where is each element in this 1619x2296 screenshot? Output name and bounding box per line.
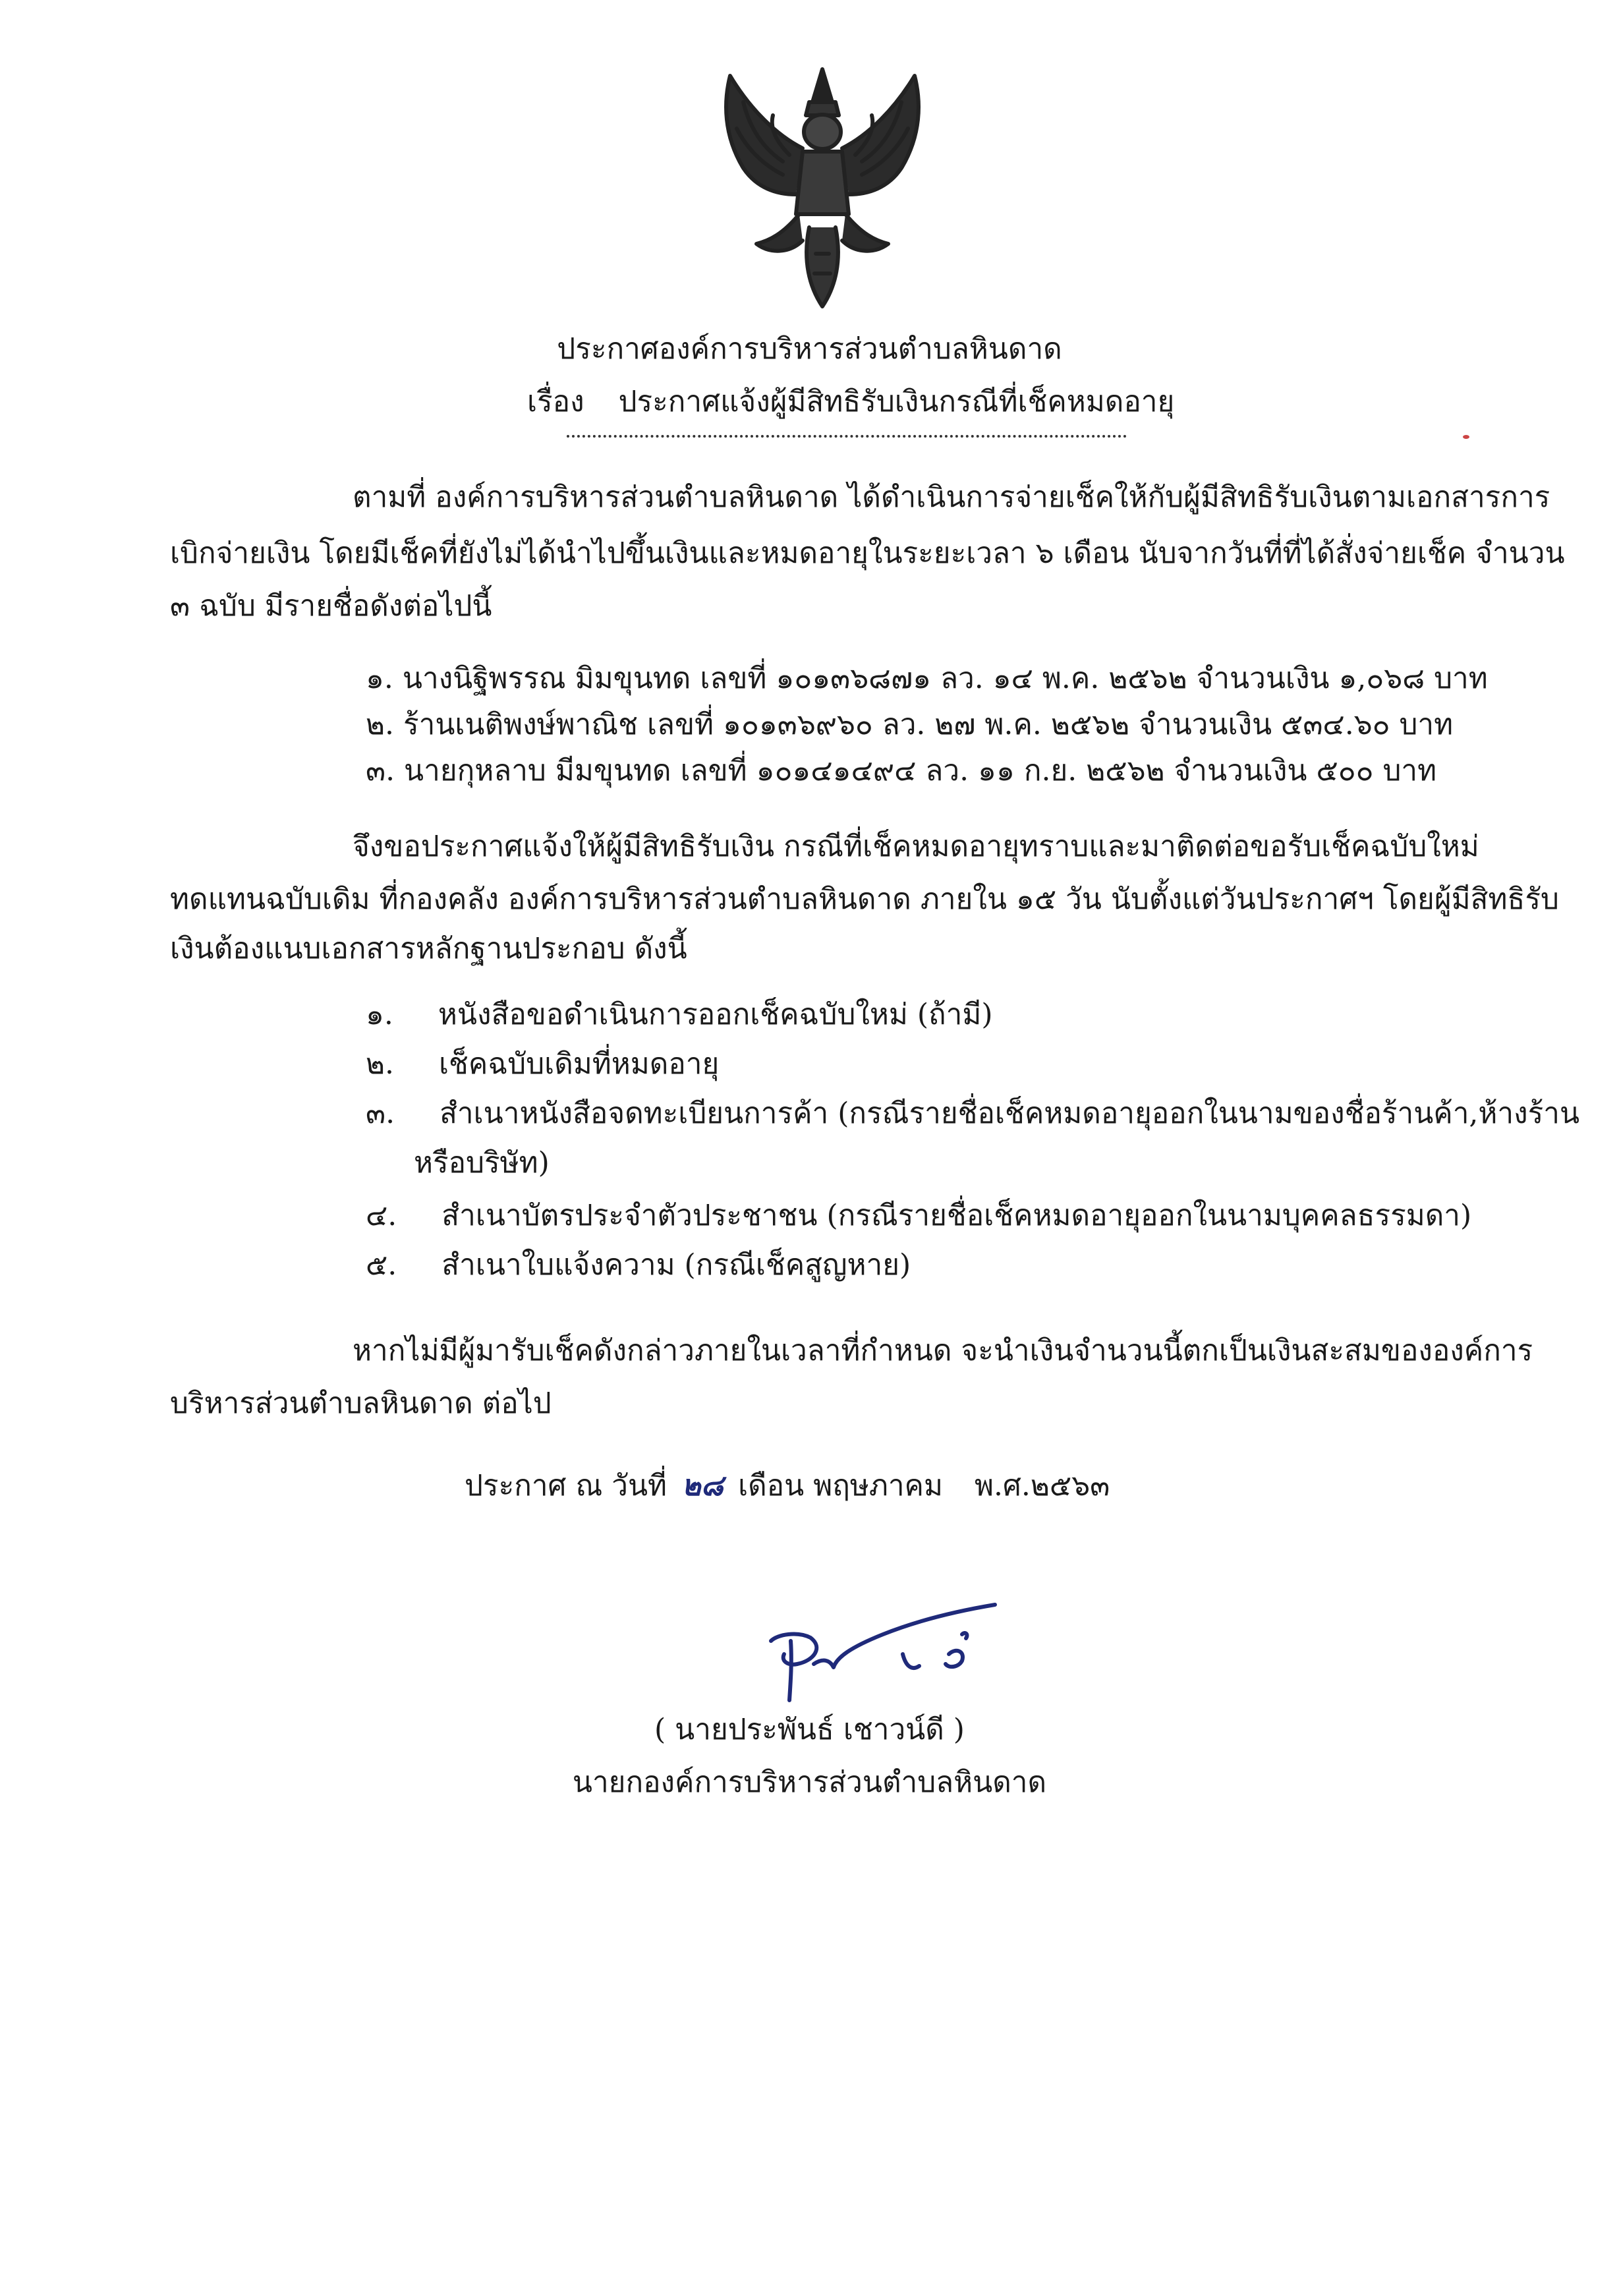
- document-number: ๔.: [366, 1199, 397, 1232]
- document-text: สำเนาใบแจ้งความ (กรณีเช็คสูญหาย): [441, 1248, 911, 1282]
- document-item-1: [366, 995, 993, 1035]
- document-text: สำเนาหนังสือจดทะเบียนการค้า (กรณีรายชื่อเช็คหมดอายุออกในนามของชื่อร้านค้า,ห้างร้าน: [440, 1097, 1580, 1130]
- subject-line: [527, 382, 1174, 422]
- document-item-3-continued: หรือบริษัท): [414, 1146, 550, 1180]
- document-item-5: [366, 1246, 911, 1285]
- intro-line-1: ตามที่ องค์การบริหารส่วนตำบลหินดาด ได้ดำเนินการจ่ายเช็คให้กับผู้มีสิทธิรับเงินตามเอกสารการ: [353, 480, 1550, 514]
- signature-icon: [751, 1595, 1002, 1707]
- document-text: เช็คฉบับเดิมที่หมดอายุ: [439, 1047, 720, 1081]
- document-item-3: [366, 1094, 1579, 1134]
- date-year: พ.ศ.๒๕๖๓: [974, 1469, 1110, 1503]
- document-item-4: [366, 1196, 1471, 1236]
- signatory-position: นายกองค์การบริหารส่วนตำบลหินดาด: [572, 1765, 1047, 1799]
- date-month-label: เดือน: [738, 1469, 805, 1503]
- document-number: ๕.: [366, 1248, 397, 1282]
- intro-line-3: ๓ ฉบับ มีรายชื่อดังต่อไปนี้: [170, 589, 492, 623]
- subject-label: เรื่อง: [527, 385, 584, 418]
- announce-date: [465, 1466, 1110, 1506]
- garuda-emblem-icon: [704, 63, 941, 313]
- subject-text: ประกาศแจ้งผู้มีสิทธิรับเงินกรณีที่เช็คหมดอายุ: [618, 385, 1175, 418]
- document-text: หนังสือขอดำเนินการออกเช็คฉบับใหม่ (ถ้ามี): [438, 998, 993, 1031]
- separator-dots: [567, 435, 1127, 438]
- paper-speck: [1463, 435, 1469, 439]
- closing-line-1: หากไม่มีผู้มารับเช็คดังกล่าวภายในเวลาที่กำหนด จะนำเงินจำนวนนี้ตกเป็นเงินสะสมขององค์การ: [353, 1334, 1533, 1367]
- date-prefix: ประกาศ ณ วันที่: [465, 1469, 667, 1503]
- cheque-item: ๒. ร้านเนติพงษ์พาณิช เลขที่ ๑๐๑๓๖๙๖๐ ลว. ๒๗ พ.ค. ๒๕๖๒ จำนวนเงิน ๕๓๔.๖๐ บาท: [366, 708, 1454, 741]
- document-number: ๓.: [366, 1097, 395, 1130]
- notice-line-1: จึงขอประกาศแจ้งให้ผู้มีสิทธิรับเงิน กรณีที่เช็คหมดอายุทราบและมาติดต่อขอรับเช็คฉบับใหม่: [353, 830, 1479, 863]
- date-day-handwritten: ๒๘: [681, 1469, 724, 1503]
- cheque-item: ๑. นางนิฐิพรรณ มิมขุนทด เลขที่ ๑๐๑๓๖๘๗๑ ลว. ๑๔ พ.ค. ๒๕๖๒ จำนวนเงิน ๑,๐๖๘ บาท: [366, 662, 1488, 695]
- notice-line-3: เงินต้องแนบเอกสารหลักฐานประกอบ ดังนี้: [170, 932, 687, 965]
- document-number: ๒.: [366, 1047, 394, 1081]
- date-month: พฤษภาคม: [813, 1469, 943, 1503]
- closing-line-2: บริหารส่วนตำบลหินดาด ต่อไป: [170, 1387, 552, 1420]
- signatory-name: ( นายประพันธ์ เชาวน์ดี ): [654, 1713, 965, 1746]
- announcement-title: ประกาศองค์การบริหารส่วนตำบลหินดาด: [557, 332, 1062, 366]
- document-number: ๑.: [366, 998, 393, 1031]
- cheque-item: ๓. นายกุหลาบ มีมขุนทด เลขที่ ๑๐๑๔๑๔๙๔ ลว. ๑๑ ก.ย. ๒๕๖๒ จำนวนเงิน ๕๐๐ บาท: [366, 754, 1437, 788]
- notice-line-2: ทดแทนฉบับเดิม ที่กองคลัง องค์การบริหารส่วนตำบลหินดาด ภายใน ๑๕ วัน นับตั้งแต่วันประกาศฯ โดยผู้มีสิทธิรับ: [170, 882, 1559, 916]
- document-item-2: [366, 1045, 719, 1084]
- document-text: สำเนาบัตรประจำตัวประชาชน (กรณีรายชื่อเช็คหมดอายุออกในนามบุคคลธรรมดา): [441, 1199, 1472, 1232]
- intro-line-2: เบิกจ่ายเงิน โดยมีเช็คที่ยังไม่ได้นำไปขึ้นเงินและหมดอายุในระยะเวลา ๖ เดือน นับจากวันที่ที่ได้สั่งจ่ายเช็ค จำนวน: [170, 536, 1565, 570]
